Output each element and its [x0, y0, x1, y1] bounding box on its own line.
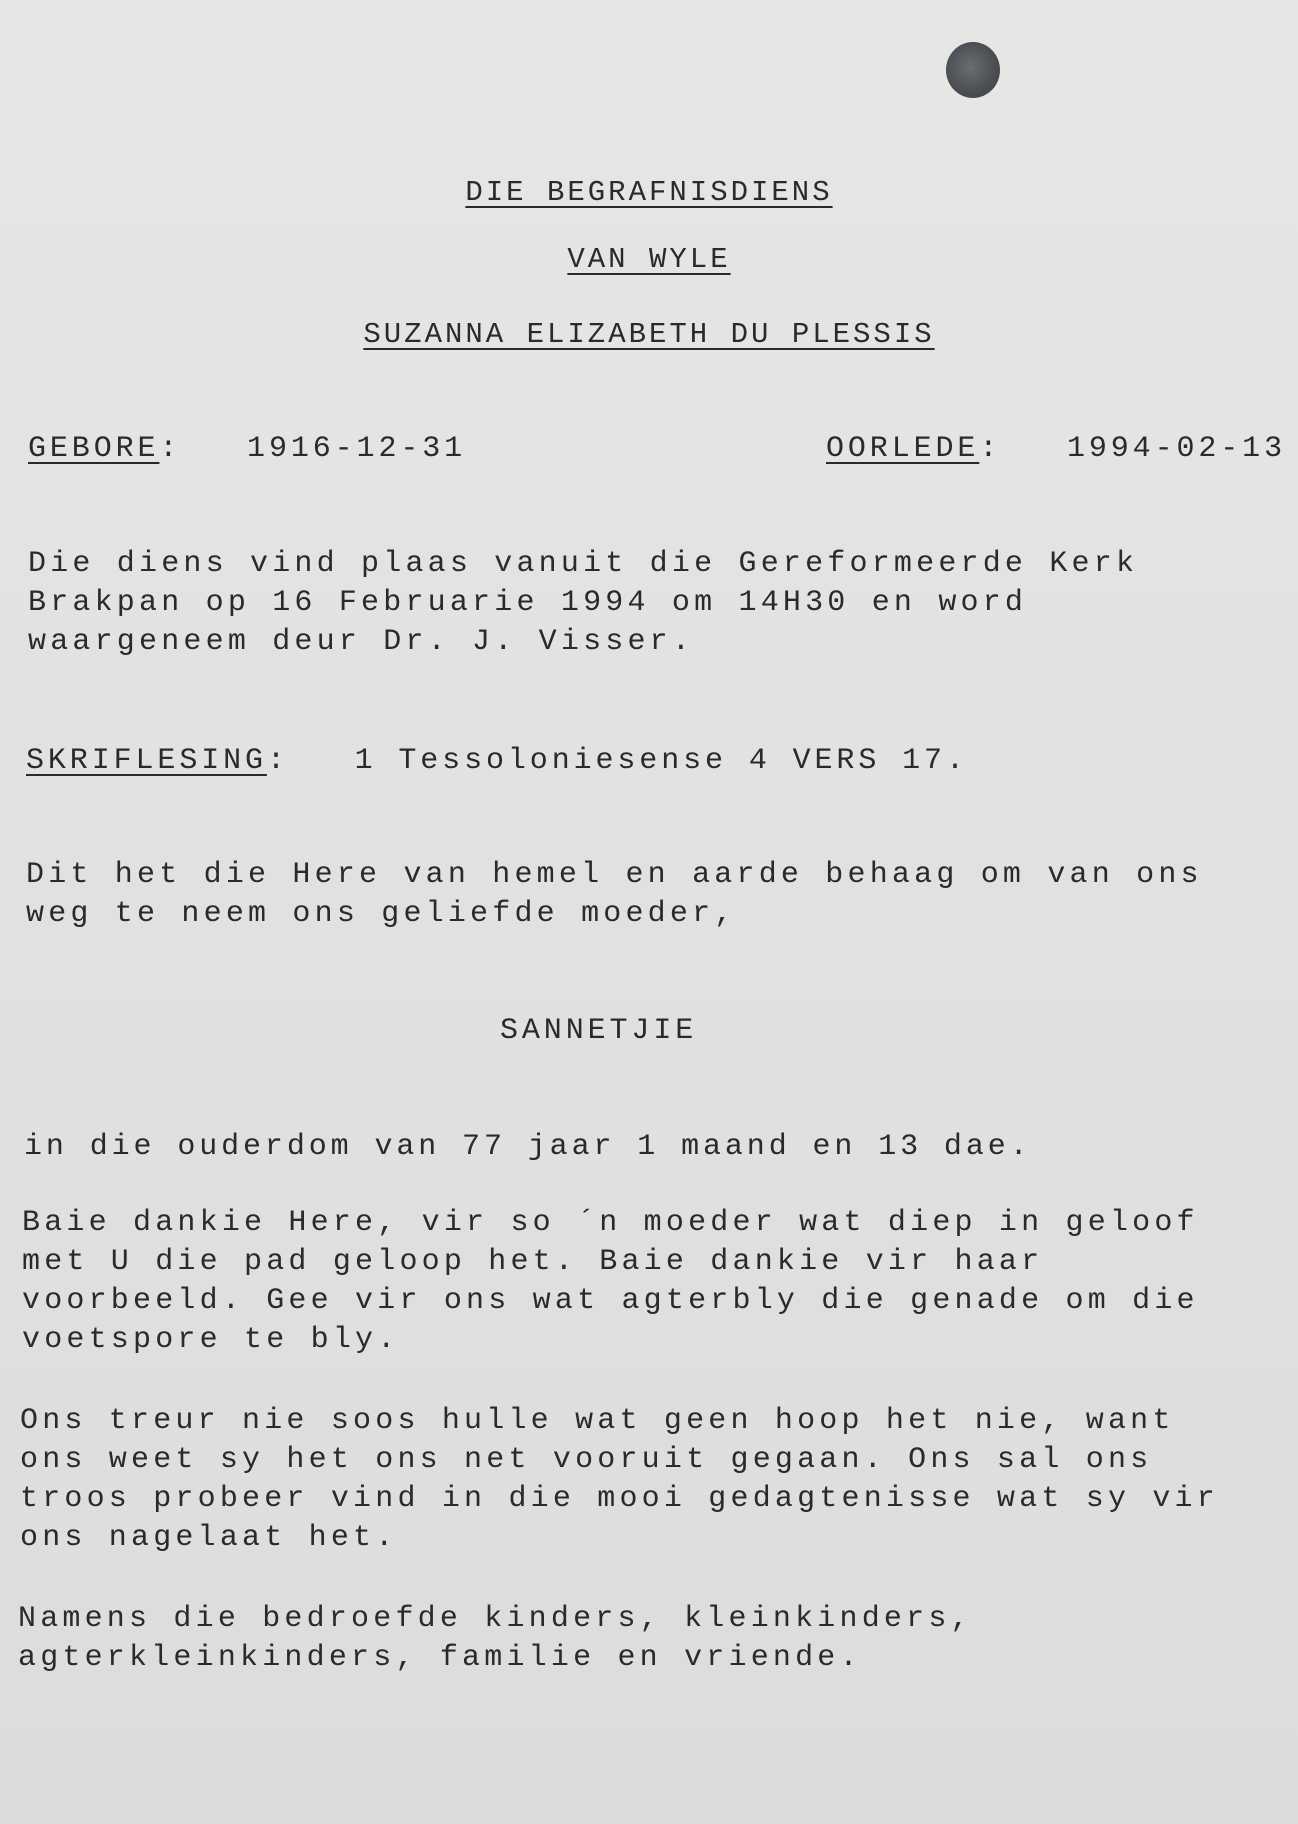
thanks-paragraph: Baie dankie Here, vir so ´n moeder wat diep in geloof met U die pad geloop het. Baie dankie vir haar voorbeeld. Gee vir ons wat agterbly die genade om die voetspore te bly.: [22, 1206, 1199, 1357]
comfort-paragraph: Ons treur nie soos hulle wat geen hoop het nie, want ons weet sy het ons net vooruit gegaan. Ons sal ons troos probeer vind in die mooi gedagtenisse wat sy vir ons nagelaat het.: [20, 1404, 1219, 1555]
title-line-1: DIE BEGRAFNISDIENS: [465, 176, 833, 209]
born-label: GEBORE: [28, 432, 160, 466]
nickname: SANNETJIE: [500, 1014, 698, 1048]
punch-hole: [946, 42, 1000, 98]
closing-paragraph: Namens die bedroefde kinders, kleinkinders, agterkleinkinders, familie en vriende.: [18, 1602, 973, 1675]
born-row: GEBORE: 1916-12-31: [28, 432, 467, 466]
died-label: OORLEDE: [826, 432, 980, 466]
died-row: OORLEDE: 1994-02-13: [826, 432, 1286, 466]
service-paragraph: Die diens vind plaas vanuit die Gereformeerde Kerk Brakpan op 16 Februarie 1994 om 14H30 en word waargeneem deur Dr. J. Visser.: [28, 547, 1139, 659]
title-line-2: VAN WYLE: [567, 243, 731, 276]
reading-value: 1 Tessoloniesense 4 VERS 17.: [354, 744, 968, 778]
announcement-paragraph: Dit het die Here van hemel en aarde behaag om van ons weg te neem ons geliefde moeder,: [26, 858, 1203, 931]
age-line: in die ouderdom van 77 jaar 1 maand en 13 dae.: [24, 1130, 1032, 1164]
died-value: 1994-02-13: [1066, 432, 1286, 466]
title-line-3: SUZANNA ELIZABETH DU PLESSIS: [363, 318, 935, 351]
reading-row: SKRIFLESING: 1 Tessoloniesense 4 VERS 17.: [26, 744, 968, 778]
reading-label: SKRIFLESING: [26, 744, 267, 778]
born-value: 1916-12-31: [247, 432, 467, 466]
